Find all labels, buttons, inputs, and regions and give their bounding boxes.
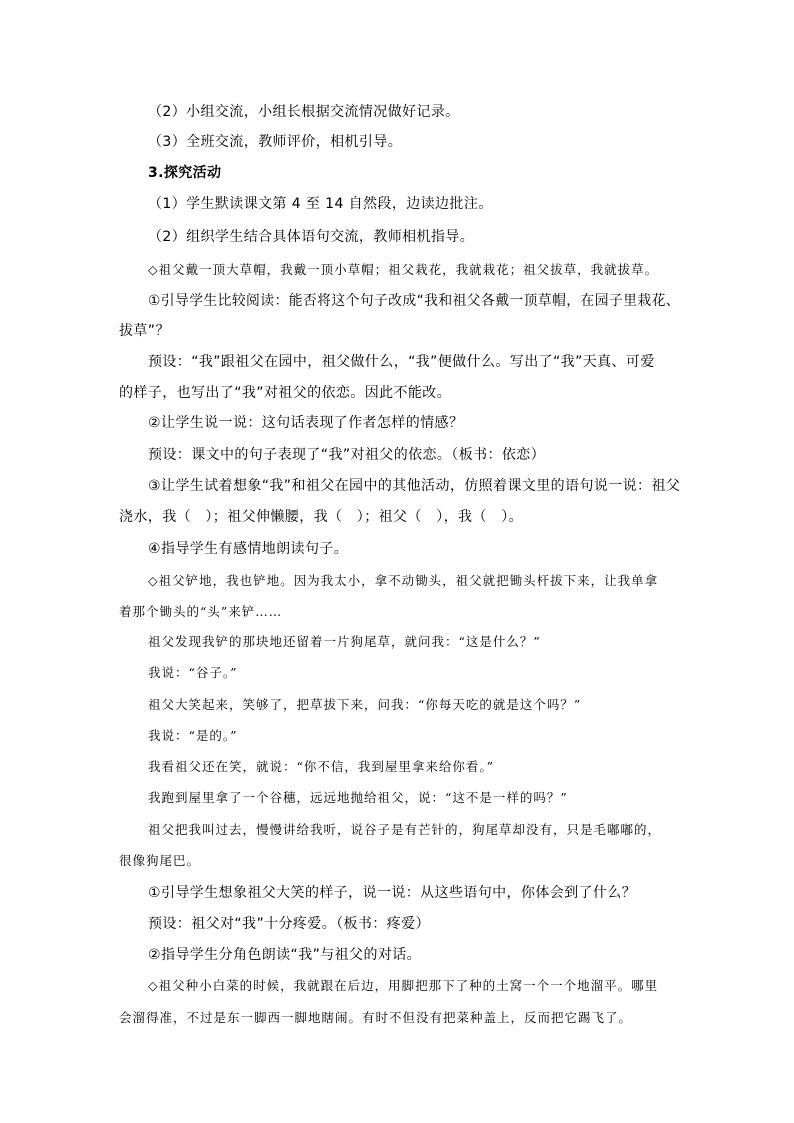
quoted-passage-line: 我跑到屋里拿了一个谷穗，远远地抛给祖父，说：“这不是一样的吗？” [148,790,568,805]
quoted-passage-line: ◇祖父种小白菜的时候，我就跟在后边，用脚把那下了种的土窝一个一个地溜平。哪里 [148,978,659,993]
quoted-passage-line: 着那个锄头的“头”来铲…… [119,604,283,619]
text-line: 预设：课文中的句子表现了“我”对祖父的依恋。（板书：依恋） [148,447,546,463]
quoted-passage-line: ◇祖父铲地，我也铲地。因为我太小，拿不动锄头，祖父就把锄头杆拔下来，让我单拿 [148,573,659,588]
text-line: （1）学生默读课文第 4 至 14 自然段，边读边批注。 [148,196,493,212]
text-line: 预设：“我”跟祖父在园中，祖父做什么，“我”便做什么。写出了“我”天真、可爱 [148,354,655,370]
quoted-passage-line: 祖父把我叫过去，慢慢讲给我听，说谷子是有芒针的，狗尾草却没有，只是毛嘟嘟的， [148,822,662,837]
text-line: ②让学生说一说：这句话表现了作者怎样的情感？ [148,415,464,431]
text-line: ③让学生试着想象“我”和祖父在园中的其他活动，仿照着课文里的语句说一说：祖父 [148,478,681,494]
quoted-passage-line: 会溜得准，不过是东一脚西一脚地瞎闹。有时不但没有把菜种盖上，反而把它踢飞了。 [119,1010,633,1025]
quoted-passage-line: 我说：“是的。” [148,728,238,743]
text-line: ①引导学生想象祖父大笑的样子，说一说：从这些语句中，你体会到了什么？ [148,885,637,901]
quoted-passage-line: 祖父大笑起来，笑够了，把草拔下来，问我：“你每天吃的就是这个吗？” [148,697,582,712]
text-line: （2）小组交流，小组长根据交流情况做好记录。 [148,104,460,120]
quoted-passage-line: 祖父发现我铲的那块地还留着一片狗尾草，就问我：“这是什么？” [148,634,541,649]
quoted-passage-line: 我说：“谷子。” [148,665,238,680]
text-line: （2）组织学生结合具体语句交流，教师相机指导。 [148,229,475,245]
section-heading: 3.探究活动 [148,165,222,181]
text-line: ①引导学生比较阅读：能否将这个句子改成“我和祖父各戴一顶草帽，在园子里栽花、 [148,293,681,309]
text-line: 预设：祖父对“我”十分疼爱。（板书：疼爱） [148,916,430,932]
text-line: ④指导学生有感情地朗读句子。 [148,541,349,557]
quoted-passage-line: 我看祖父还在笑，就说：“你不信，我到屋里拿来给你看。” [148,759,495,774]
text-line: 浇水，我（ ）；祖父伸懒腰，我（ ）；祖父（ ），我（ ）。 [119,509,523,525]
text-line: 拔草”？ [119,323,170,339]
text-line: ②指导学生分角色朗读“我”与祖父的对话。 [148,947,422,963]
quoted-passage-line: 很像狗尾巴。 [119,853,201,868]
quoted-passage-line: ◇祖父戴一顶大草帽，我戴一顶小草帽；祖父栽花，我就栽花；祖父拔草，我就拔草。 [148,262,659,277]
text-line: （3）全班交流，教师评价，相机引导。 [148,134,403,150]
text-line: 的样子，也写出了“我”对祖父的依恋。因此不能改。 [119,385,452,401]
